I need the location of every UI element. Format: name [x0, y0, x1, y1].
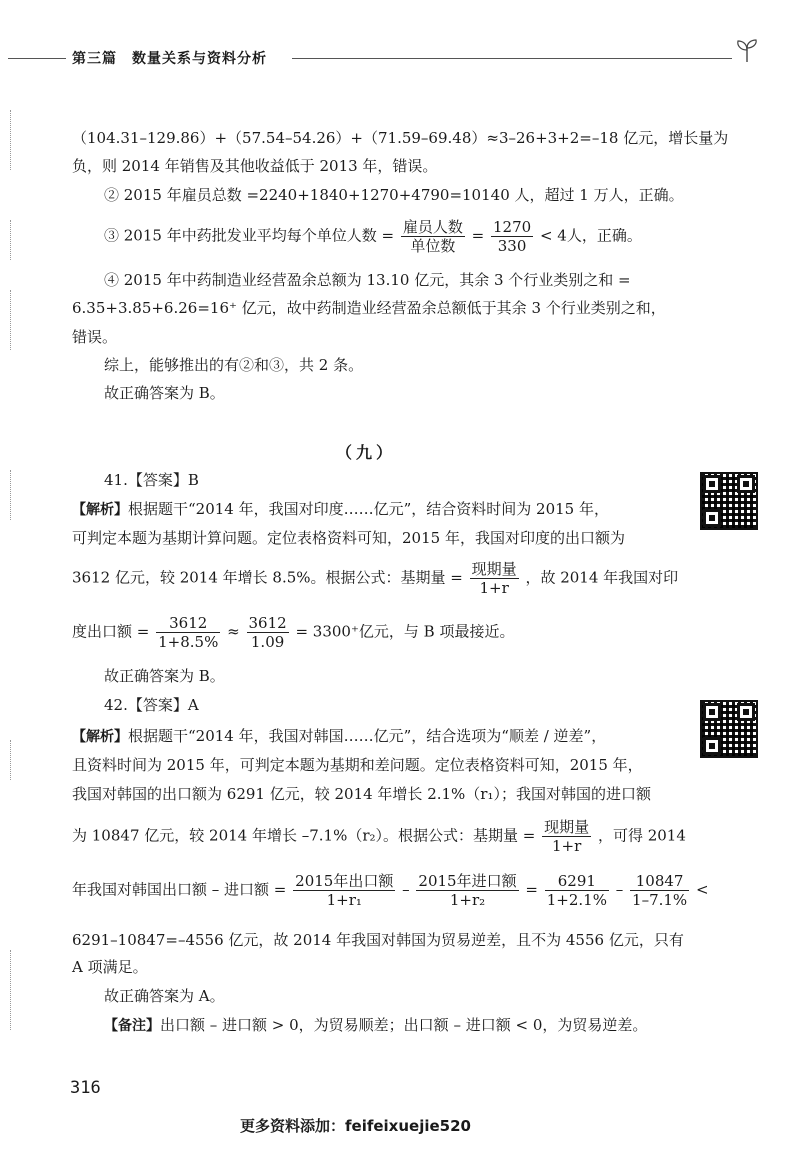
fraction	[401, 218, 465, 255]
numerator: 现期量	[471, 560, 517, 578]
text-span: 根据题干“2014 年，我国对韩国……亿元”，结合选项为“顺差 / 逆差”，	[128, 727, 607, 745]
margin-dots	[10, 220, 13, 260]
text-line: 综上，能够推出的有②和③，共 2 条。	[104, 356, 364, 374]
fraction	[247, 614, 289, 651]
fraction	[293, 872, 395, 909]
fraction	[156, 614, 220, 651]
numerator: 3612	[248, 614, 287, 632]
text-span: 根据题干“2014 年，我国对印度……亿元”，结合资料时间为 2015 年，	[128, 500, 609, 518]
header-rule-left	[8, 58, 66, 59]
operator: =	[525, 880, 538, 899]
denominator: 330	[497, 237, 527, 255]
text-line: ② 2015 年雇员总数 =2240+1840+1270+4790=10140 人，超过 1 万人，正确。	[104, 186, 684, 204]
fraction	[545, 872, 609, 909]
fraction	[491, 218, 533, 255]
denominator: 1+r	[479, 579, 509, 597]
qr-finder	[737, 475, 755, 493]
denominator: 1+r	[552, 837, 582, 855]
formula-line	[104, 218, 642, 255]
fraction	[542, 818, 591, 855]
text-line: ④ 2015 年中药制造业经营盈余总额为 13.10 亿元，其余 3 个行业类别之和 =	[104, 271, 631, 289]
formula-line	[72, 872, 709, 909]
formula-line	[72, 560, 678, 597]
numerator: 10847	[630, 872, 689, 891]
qr-finder	[703, 703, 721, 721]
note-line	[104, 1015, 647, 1036]
text-line: 6.35+3.85+6.26=16⁺ 亿元，故中药制造业经营盈余总额低于其余 3 个行业类别之和，	[72, 299, 666, 317]
header-rule-right	[292, 58, 732, 59]
text-line	[72, 499, 609, 520]
qr-code[interactable]	[700, 472, 758, 530]
denominator: 1+r₁	[326, 891, 362, 909]
numerator: 雇员人数	[402, 218, 463, 236]
operator: –	[402, 880, 410, 899]
margin-dots	[10, 740, 13, 780]
text-span: 为 10847 亿元，较 2014 年增长 –7.1%（r₂）。根据公式：基期量 =	[72, 826, 536, 845]
formula-line	[72, 818, 686, 855]
text-span: ③ 2015 年中药批发业平均每个单位人数 =	[104, 226, 395, 245]
margin-dots	[10, 110, 13, 170]
text-span: = 3300⁺亿元，与 B 项最接近。	[295, 622, 515, 641]
text-line	[72, 726, 606, 747]
fraction	[630, 872, 689, 909]
text-line: 且资料时间为 2015 年，可判定本题为基期和差问题。定位表格资料可知，2015 年，	[72, 756, 643, 774]
fraction	[416, 872, 518, 909]
operator: =	[471, 226, 485, 245]
text-line: 6291–10847=–4556 亿元，故 2014 年我国对韩国为贸易逆差，且不为 4556 亿元，只有	[72, 931, 684, 949]
leaf-icon	[734, 38, 760, 64]
text-span: ，可得 2014	[597, 826, 686, 845]
margin-dots	[10, 470, 13, 520]
text-span: < 4人，正确。	[539, 226, 642, 245]
text-line: 错误。	[72, 328, 118, 346]
text-span: ，故 2014 年我国对印	[525, 568, 679, 587]
text-line: A 项满足。	[72, 958, 148, 976]
section-title: （九）	[336, 443, 397, 462]
denominator: 1–7.1%	[632, 891, 688, 909]
text-span: 年我国对韩国出口额 – 进口额 =	[72, 880, 287, 899]
denominator: 1+2.1%	[546, 891, 607, 909]
answer-label: 41.【答案】B	[104, 471, 199, 489]
analysis-tag: 【解析】	[72, 502, 128, 518]
note-tag: 【备注】	[104, 1018, 160, 1034]
page-number: 316	[70, 1078, 101, 1098]
numerator: 3612	[156, 614, 220, 633]
margin-dots	[10, 950, 13, 1030]
text-line: 故正确答案为 B。	[104, 667, 225, 685]
qr-finder	[703, 737, 721, 755]
qr-finder	[737, 703, 755, 721]
numerator: 1270	[493, 218, 532, 236]
numerator: 6291	[545, 872, 609, 891]
operator: ≈	[227, 622, 240, 641]
text-line: （104.31–129.86）+（57.54–54.26）+（71.59–69.48）≈3–26+3+2=–18 亿元，增长量为	[72, 129, 729, 147]
text-line: 负，则 2014 年销售及其他收益低于 2013 年，错误。	[72, 157, 438, 175]
text-line: 故正确答案为 B。	[104, 384, 225, 402]
qr-finder	[703, 509, 721, 527]
qr-finder	[703, 475, 721, 493]
denominator: 1+r₂	[449, 891, 486, 909]
fraction	[470, 560, 519, 597]
denominator: 1+8.5%	[158, 633, 219, 651]
numerator: 现期量	[544, 818, 590, 836]
formula-line	[72, 614, 514, 651]
text-span: 出口额 – 进口额 > 0，为贸易顺差；出口额 – 进口额 < 0，为贸易逆差。	[160, 1016, 648, 1034]
text-span: 3612 亿元，较 2014 年增长 8.5%。根据公式：基期量 =	[72, 568, 463, 587]
text-span: 度出口额 =	[72, 622, 150, 641]
denominator: 1.09	[250, 633, 285, 651]
numerator: 2015年出口额	[295, 872, 394, 890]
operator: <	[695, 880, 709, 899]
numerator: 2015年进口额	[418, 872, 517, 890]
footer-text: 更多资料添加：feifeixuejie520	[240, 1117, 471, 1135]
text-line: 故正确答案为 A。	[104, 987, 225, 1005]
text-line: 我国对韩国的出口额为 6291 亿元，较 2014 年增长 2.1%（r₁）；我国对韩国的进口额	[72, 785, 651, 803]
answer-label: 42.【答案】A	[104, 696, 199, 714]
qr-code[interactable]	[700, 700, 758, 758]
text-line: 可判定本题为基期计算问题。定位表格资料可知，2015 年，我国对印度的出口额为	[72, 529, 625, 547]
analysis-tag: 【解析】	[72, 729, 128, 745]
operator: –	[615, 880, 624, 899]
margin-dots	[10, 290, 13, 350]
denominator: 单位数	[410, 237, 456, 255]
running-header: 第三篇 数量关系与资料分析	[72, 51, 267, 67]
